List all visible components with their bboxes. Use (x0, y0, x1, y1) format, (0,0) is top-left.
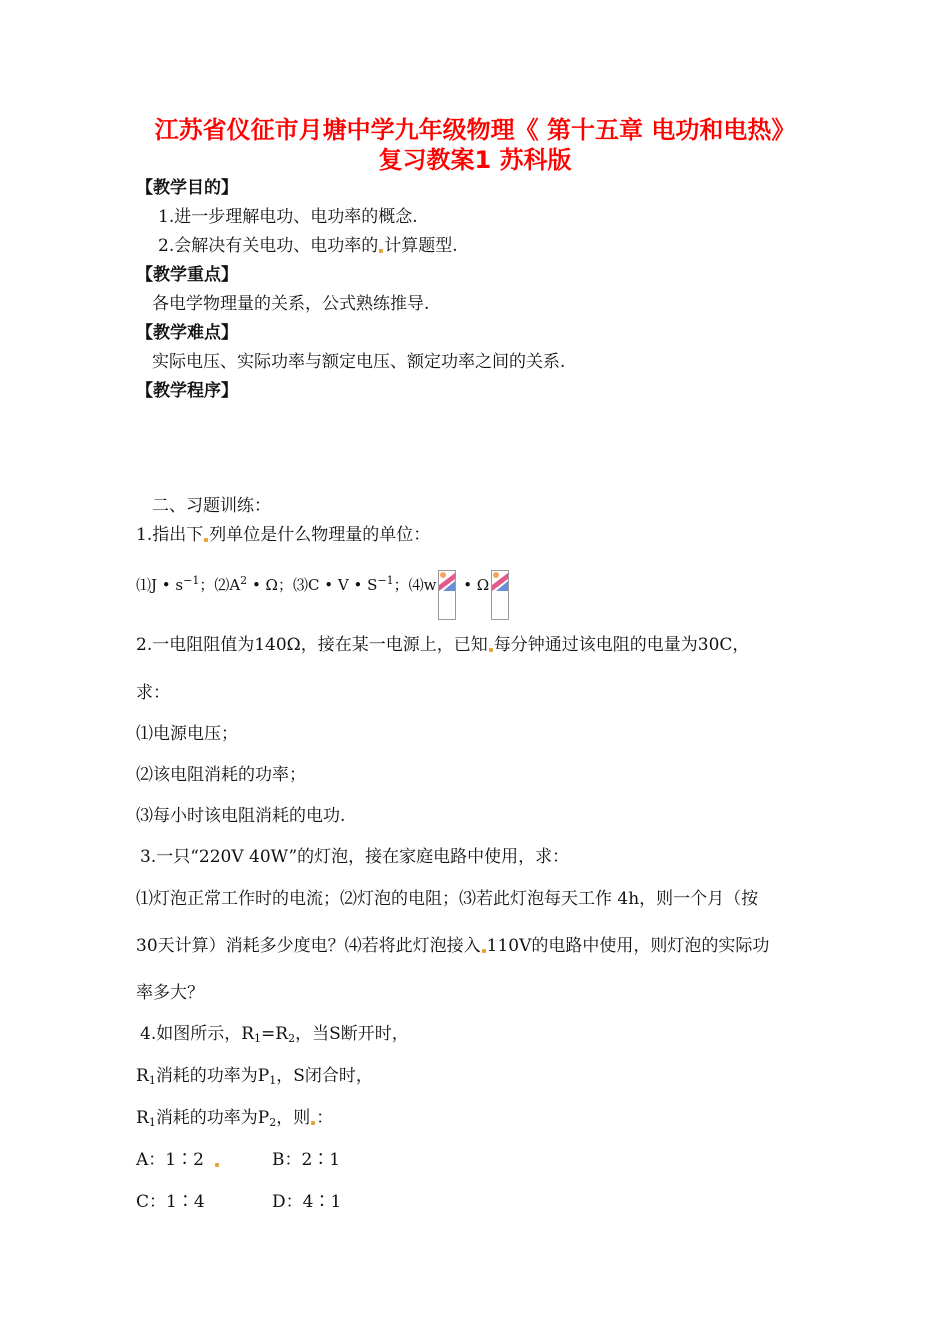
procedure-heading: 【教学程序】 (136, 381, 238, 401)
difficulty-text: 实际电压、实际功率与额定电压、额定功率之间的关系. (152, 352, 566, 372)
q4b-text-c: ，S闭合时， (276, 1066, 373, 1086)
marker-dot (311, 1121, 315, 1125)
unit-2-base: ；⑵A (199, 576, 241, 594)
document-title-line1: 江苏省仪征市月塘中学九年级物理《 第十五章 电功和电热》 (154, 116, 796, 144)
unit-1-exponent: −1 (183, 574, 200, 587)
objective-2-text-a: 2.会解决有关电功、电功率的 (158, 236, 379, 256)
q4c-sub-1: 1 (148, 1116, 156, 1129)
q1-text-a: 1.指出下 (136, 525, 204, 545)
exercises-heading: 二、习题训练： (152, 496, 271, 516)
document-title-line2: 复习教案1 苏科版 (378, 146, 572, 174)
unit-4: ；⑷w (393, 576, 437, 594)
question-4 (140, 1022, 409, 1051)
q4c-text-a: R (136, 1108, 149, 1128)
question-4-line-2 (136, 1064, 373, 1093)
q4-sub-2: 2 (288, 1032, 296, 1045)
option-d: D：4∶1 (272, 1192, 342, 1212)
question-3-line-2: ⑴灯泡正常工作时的电流；⑵灯泡的电阻；⑶若此灯泡每天工作 4h，则一个月（按 (136, 889, 759, 909)
q2-text-b: 每分钟通过该电阻的电量为30C， (493, 635, 750, 655)
question-4-line-3 (136, 1106, 333, 1135)
unit-2-exponent: 2 (240, 574, 248, 587)
q4c-text-d: ： (316, 1108, 334, 1128)
objective-2 (158, 234, 458, 258)
question-2-ask: 求： (136, 683, 170, 703)
question-3: 3.一只“220V 40W”的灯泡，接在家庭电路中使用，求： (140, 847, 570, 867)
question-2-part-3: ⑶每小时该电阻消耗的电功. (136, 806, 346, 826)
q4c-text-c: ，则 (276, 1108, 311, 1128)
question-3-line-4: 率多大？ (136, 983, 204, 1003)
marker-dot (215, 1163, 219, 1167)
unit-4-ohm: • Ω (458, 576, 490, 594)
q4b-sub-2: 1 (269, 1074, 277, 1087)
q4c-text-b: 消耗的功率为P (155, 1108, 270, 1128)
key-points-text: 各电学物理量的关系，公式熟练推导. (152, 294, 430, 314)
objectives-heading: 【教学目的】 (136, 178, 238, 198)
marker-dot (482, 949, 486, 953)
option-c: C：1∶4 (136, 1192, 205, 1212)
q4-text-b: =R (261, 1024, 289, 1044)
objective-2-text-b: 计算题型. (384, 236, 458, 256)
question-2 (136, 633, 749, 657)
broken-image-icon (491, 570, 509, 620)
q4b-sub-1: 1 (148, 1074, 156, 1087)
option-a-text: A：1∶2 (136, 1150, 204, 1170)
marker-dot (204, 538, 208, 542)
marker-dot (489, 648, 493, 652)
broken-image-icon (438, 570, 456, 620)
q4b-text-a: R (136, 1066, 149, 1086)
q4-text-c: ，当S断开时， (295, 1024, 409, 1044)
q4c-sub-2: 2 (269, 1116, 277, 1129)
key-points-heading: 【教学重点】 (136, 265, 238, 285)
marker-dot (379, 249, 383, 253)
q4-text-a: 4.如图所示，R (140, 1024, 255, 1044)
q4-sub-1: 1 (254, 1032, 262, 1045)
q3-text-a: 30天计算）消耗多少度电？⑷若将此灯泡接入 (136, 936, 481, 956)
question-2-part-1: ⑴电源电压； (136, 724, 238, 744)
unit-3-exponent: −1 (377, 574, 394, 587)
difficulty-heading: 【教学难点】 (136, 323, 238, 343)
q1-text-b: 列单位是什么物理量的单位： (209, 525, 431, 545)
question-1-units (136, 569, 511, 620)
unit-1: ⑴J • s (136, 576, 184, 594)
q3-text-b: 110V的电路中使用，则灯泡的实际功 (486, 936, 770, 956)
q2-text-a: 2.一电阻阻值为140Ω，接在某一电源上，已知 (136, 635, 488, 655)
option-b: B：2∶1 (272, 1150, 341, 1170)
objective-1: 1.进一步理解电功、电功率的概念. (158, 207, 418, 227)
option-a (136, 1148, 220, 1172)
question-2-part-2: ⑵该电阻消耗的功率； (136, 765, 306, 785)
q4b-text-b: 消耗的功率为P (155, 1066, 270, 1086)
question-3-line-3 (136, 934, 769, 958)
question-1 (136, 523, 430, 547)
unit-3: • Ω；⑶C • V • S (247, 576, 378, 594)
